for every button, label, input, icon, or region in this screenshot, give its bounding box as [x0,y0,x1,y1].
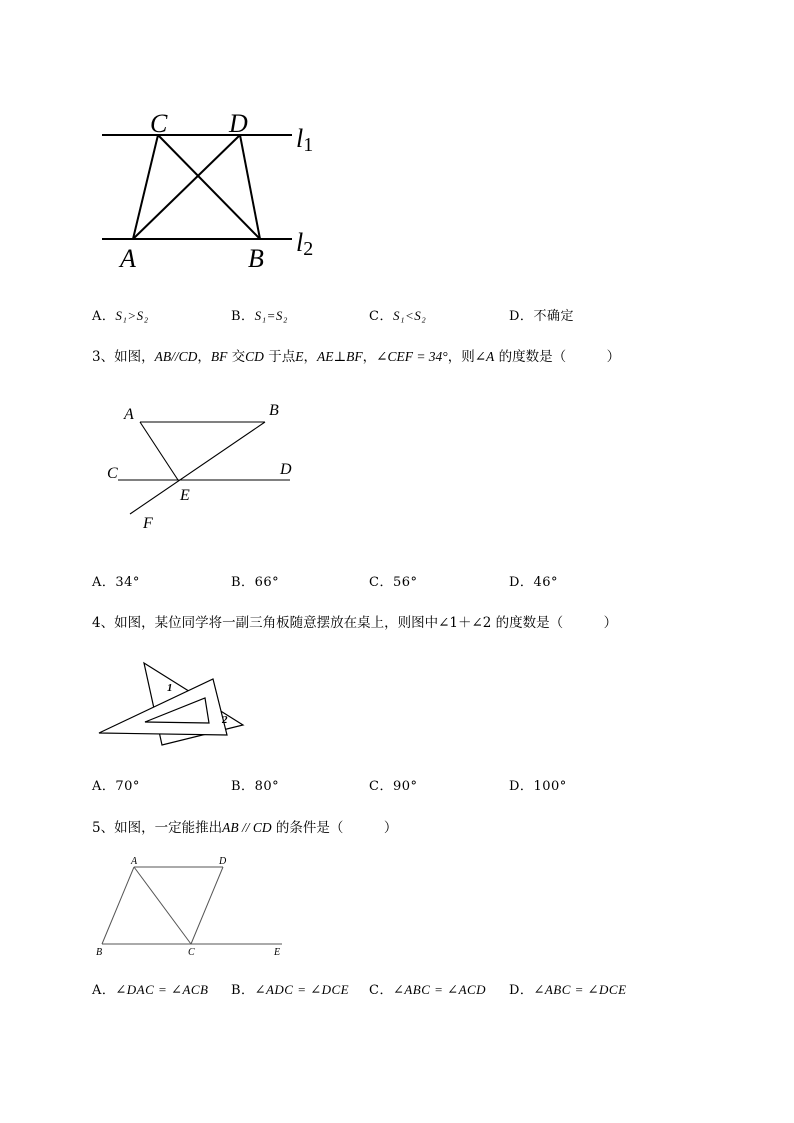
q3-stem: 3、如图，AB//CD，BF 交CD 于点E，AE⊥BF，∠CEF = 34°，则∠A 的度数是（ ） [92,349,621,365]
segment-ac [134,867,191,944]
q5-option-b[interactable]: B．∠ADC = ∠DCE [231,982,350,998]
line-bf [130,422,265,514]
segment-ad [133,135,240,239]
segment-db [240,135,260,239]
q4-label-angle-1: 1 [167,682,173,694]
q5-figure [92,852,292,962]
q4-figure-set-squares [95,655,250,750]
q5-label-a: A [131,856,138,867]
label-l1: l1 [296,124,314,156]
q5-label-c: C [188,947,195,958]
q3-label-d: D [280,461,292,478]
q3-label-b: B [269,402,279,419]
q3-option-d[interactable]: D．46° [509,575,558,590]
q5-option-c[interactable]: C．∠ABC = ∠ACD [369,982,487,998]
q3-label-e: E [180,487,190,504]
segment-cb [158,135,260,239]
label-a: A [120,244,136,273]
q4-option-b[interactable]: B．80° [231,779,280,794]
q4-option-d[interactable]: D．100° [509,779,567,794]
q3-figure [100,398,300,536]
q2-option-c[interactable]: C．S₁<S₂ [369,308,427,324]
q4-option-c[interactable]: C．90° [369,779,418,794]
label-b: B [248,244,264,273]
figure-parallel-lines [90,105,330,275]
segment-ae [140,422,178,480]
q5-stem: 5、如图，一定能推出AB // CD 的条件是（ ） [92,820,398,836]
q3-option-c[interactable]: C．56° [369,575,418,590]
q3-label-c: C [107,465,118,482]
q5-option-a[interactable]: A．∠DAC = ∠ACB [92,982,209,998]
label-l2: l2 [296,228,314,260]
label-d: D [229,109,248,138]
q2-option-d[interactable]: D．不确定 [509,309,574,324]
q4-stem: 4、如图，某位同学将一副三角板随意摆放在桌上，则图中∠1＋∠2 的度数是（ ） [92,615,618,631]
q5-label-e: E [274,947,281,958]
segment-ac [133,135,158,239]
q3-label-f: F [143,515,153,532]
q3-option-b[interactable]: B．66° [231,575,280,590]
label-c: C [150,109,168,138]
q5-label-b: B [96,947,103,958]
segment-dc [191,867,223,944]
q3-label-a: A [124,406,134,423]
q4-label-angle-2: 2 [222,714,228,726]
q2-option-b[interactable]: B．S₁=S₂ [231,308,288,324]
q4-option-a[interactable]: A．70° [92,779,140,794]
segment-ab [102,867,134,944]
q5-label-d: D [219,856,227,867]
q5-option-d[interactable]: D．∠ABC = ∠DCE [509,982,627,998]
q3-option-a[interactable]: A．34° [92,575,140,590]
q2-option-a[interactable]: A．S₁>S₂ [92,308,149,324]
